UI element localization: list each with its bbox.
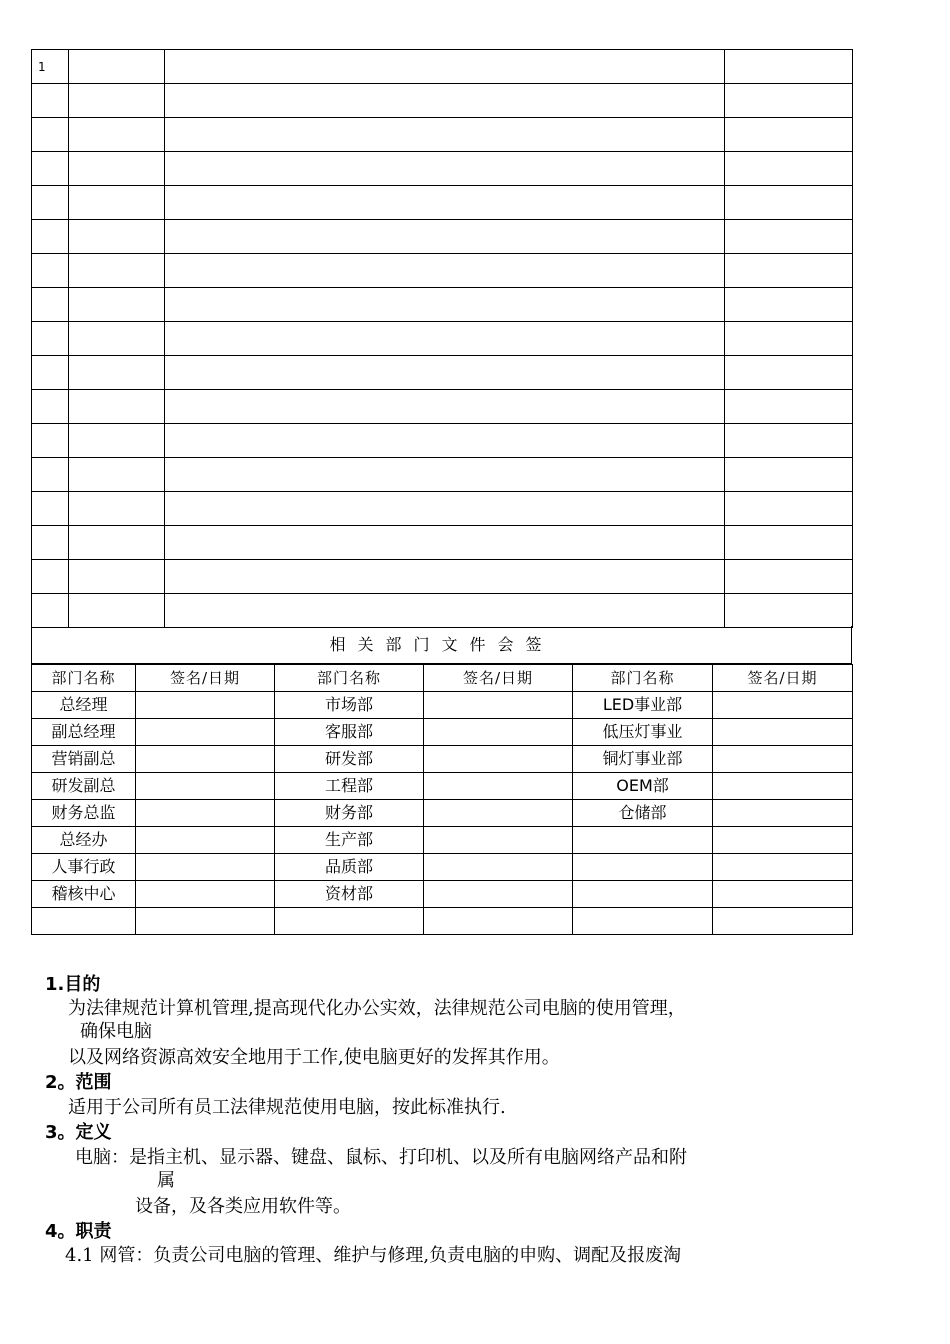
section-1-line-1: 为法律规范计算机管理,提高现代化办公实效，法律规范公司电脑的使用管理， <box>68 998 686 1019</box>
revision-cell <box>165 50 725 84</box>
revision-cell <box>69 322 165 356</box>
dept-name-cell: 生产部 <box>275 827 424 854</box>
dept-name-cell: 营销副总 <box>32 746 136 773</box>
dept-name-cell: 稽核中心 <box>32 881 136 908</box>
revision-cell <box>725 118 853 152</box>
revision-cell <box>69 254 165 288</box>
section-3-line-1: 电脑：是指主机、显示器、键盘、鼠标、打印机、以及所有电脑网络产品和附 <box>75 1147 687 1168</box>
signoff-table <box>31 664 853 935</box>
dept-name-cell <box>573 854 713 881</box>
signature-date-cell <box>424 773 573 800</box>
dept-name-cell <box>573 908 713 935</box>
revision-cell <box>165 84 725 118</box>
signature-date-cell <box>424 719 573 746</box>
revision-row <box>32 186 853 220</box>
dept-name-cell: 总经理 <box>32 692 136 719</box>
section-1-line-1-wrap: 确保电脑 <box>80 1021 152 1042</box>
revision-cell <box>725 288 853 322</box>
revision-cell <box>69 288 165 322</box>
revision-row <box>32 254 853 288</box>
signoff-header-row <box>32 665 853 692</box>
revision-cell <box>725 50 853 84</box>
signature-date-header: 签名/日期 <box>713 665 853 692</box>
dept-name-cell: 客服部 <box>275 719 424 746</box>
revision-cell <box>725 424 853 458</box>
revision-cell <box>725 220 853 254</box>
dept-name-cell: 财务总监 <box>32 800 136 827</box>
dept-name-cell: 总经办 <box>32 827 136 854</box>
revision-cell <box>165 526 725 560</box>
revision-cell <box>165 390 725 424</box>
signature-date-header: 签名/日期 <box>424 665 573 692</box>
signoff-row <box>32 773 853 800</box>
revision-cell <box>725 356 853 390</box>
section-4-heading: 4。职责 <box>45 1221 112 1242</box>
signature-date-cell <box>136 692 275 719</box>
signature-date-cell <box>136 881 275 908</box>
revision-cell <box>69 84 165 118</box>
revision-cell <box>69 152 165 186</box>
revision-cell <box>165 424 725 458</box>
dept-name-cell <box>573 827 713 854</box>
revision-cell <box>69 220 165 254</box>
dept-name-cell: 研发部 <box>275 746 424 773</box>
revision-cell <box>725 526 853 560</box>
dept-name-cell <box>573 881 713 908</box>
signature-date-cell <box>713 773 853 800</box>
signoff-title: 相关部门文件会签 <box>31 626 852 664</box>
revision-cell <box>32 492 69 526</box>
signoff-row <box>32 827 853 854</box>
revision-cell <box>32 220 69 254</box>
revision-cell <box>725 152 853 186</box>
revision-cell <box>165 560 725 594</box>
signature-date-header: 签名/日期 <box>136 665 275 692</box>
signoff-row <box>32 881 853 908</box>
revision-cell <box>32 186 69 220</box>
revision-cell <box>165 186 725 220</box>
revision-cell <box>165 254 725 288</box>
signature-date-cell <box>713 827 853 854</box>
revision-cell <box>69 560 165 594</box>
section-1-line-2: 以及网络资源高效安全地用于工作,使电脑更好的发挥其作用。 <box>68 1047 560 1068</box>
revision-cell <box>725 594 853 628</box>
revision-cell <box>69 424 165 458</box>
signature-date-cell <box>713 854 853 881</box>
revision-row <box>32 50 853 84</box>
signature-date-cell <box>424 908 573 935</box>
revision-table-body <box>32 50 853 628</box>
revision-cell <box>165 220 725 254</box>
revision-cell <box>165 288 725 322</box>
revision-cell <box>32 458 69 492</box>
revision-cell <box>32 424 69 458</box>
revision-cell <box>32 254 69 288</box>
dept-name-cell: 财务部 <box>275 800 424 827</box>
dept-name-header: 部门名称 <box>573 665 713 692</box>
revision-row <box>32 356 853 390</box>
signature-date-cell <box>136 719 275 746</box>
dept-name-header: 部门名称 <box>275 665 424 692</box>
revision-cell <box>32 118 69 152</box>
section-2-heading: 2。范围 <box>45 1072 112 1093</box>
revision-cell <box>32 390 69 424</box>
signoff-row <box>32 692 853 719</box>
signoff-row <box>32 719 853 746</box>
revision-row <box>32 492 853 526</box>
signature-date-cell <box>136 746 275 773</box>
signoff-row <box>32 908 853 935</box>
dept-name-cell: 工程部 <box>275 773 424 800</box>
signature-date-cell <box>136 827 275 854</box>
revision-cell <box>725 560 853 594</box>
revision-cell <box>725 458 853 492</box>
signature-date-cell <box>136 854 275 881</box>
dept-name-cell: 铜灯事业部 <box>573 746 713 773</box>
dept-name-cell: OEM部 <box>573 773 713 800</box>
revision-cell <box>32 356 69 390</box>
signature-date-cell <box>424 692 573 719</box>
revision-row <box>32 458 853 492</box>
section-3-line-1-wrap: 属 <box>157 1170 175 1191</box>
revision-cell <box>165 356 725 390</box>
revision-row <box>32 152 853 186</box>
section-3-line-2: 设备，及各类应用软件等。 <box>135 1196 351 1217</box>
revision-row <box>32 594 853 628</box>
signature-date-cell <box>713 719 853 746</box>
revision-cell <box>69 186 165 220</box>
signoff-row <box>32 746 853 773</box>
revision-cell <box>725 492 853 526</box>
dept-name-cell: 资材部 <box>275 881 424 908</box>
dept-name-cell: 品质部 <box>275 854 424 881</box>
dept-name-cell: LED事业部 <box>573 692 713 719</box>
revision-cell <box>69 594 165 628</box>
signoff-row <box>32 800 853 827</box>
revision-cell <box>32 526 69 560</box>
revision-cell <box>69 390 165 424</box>
revision-cell <box>725 186 853 220</box>
dept-name-cell: 研发副总 <box>32 773 136 800</box>
dept-name-cell: 人事行政 <box>32 854 136 881</box>
revision-row <box>32 220 853 254</box>
revision-row <box>32 424 853 458</box>
revision-row <box>32 288 853 322</box>
revision-cell <box>69 50 165 84</box>
section-2-line-1: 适用于公司所有员工法律规范使用电脑，按此标准执行. <box>68 1097 506 1118</box>
revision-row <box>32 84 853 118</box>
dept-name-cell: 副总经理 <box>32 719 136 746</box>
revision-cell <box>725 254 853 288</box>
dept-name-header: 部门名称 <box>32 665 136 692</box>
revision-cell <box>725 322 853 356</box>
section-4-line-1: 4.1 网管：负责公司电脑的管理、维护与修理,负责电脑的申购、调配及报废淘 <box>65 1245 682 1266</box>
revision-cell <box>32 84 69 118</box>
revision-cell <box>165 458 725 492</box>
signature-date-cell <box>713 692 853 719</box>
section-1-heading: 1.目的 <box>45 974 101 995</box>
signature-date-cell <box>424 800 573 827</box>
signature-date-cell <box>424 827 573 854</box>
signature-date-cell <box>136 908 275 935</box>
signature-date-cell <box>713 800 853 827</box>
revision-cell <box>69 492 165 526</box>
signature-date-cell <box>713 746 853 773</box>
revision-cell <box>69 526 165 560</box>
revision-cell <box>32 594 69 628</box>
revision-row <box>32 390 853 424</box>
revision-cell <box>165 492 725 526</box>
revision-row <box>32 526 853 560</box>
signature-date-cell <box>424 881 573 908</box>
revision-cell <box>32 322 69 356</box>
section-3-heading: 3。定义 <box>45 1122 112 1143</box>
revision-cell <box>165 594 725 628</box>
signoff-table-body <box>32 665 853 935</box>
revision-cell <box>32 152 69 186</box>
revision-cell <box>165 152 725 186</box>
revision-row <box>32 118 853 152</box>
signature-date-cell <box>424 854 573 881</box>
dept-name-cell: 低压灯事业 <box>573 719 713 746</box>
signature-date-cell <box>424 746 573 773</box>
revision-row <box>32 322 853 356</box>
revision-cell <box>165 118 725 152</box>
revision-cell <box>725 390 853 424</box>
revision-cell <box>32 288 69 322</box>
revision-cell <box>725 84 853 118</box>
revision-cell <box>69 118 165 152</box>
signature-date-cell <box>136 773 275 800</box>
revision-cell <box>69 356 165 390</box>
signature-date-cell <box>713 881 853 908</box>
revision-row <box>32 560 853 594</box>
dept-name-cell: 仓储部 <box>573 800 713 827</box>
revision-cell <box>32 560 69 594</box>
revision-cell <box>69 458 165 492</box>
dept-name-cell: 市场部 <box>275 692 424 719</box>
revision-number: 1 <box>32 50 69 84</box>
signoff-row <box>32 854 853 881</box>
revision-cell <box>165 322 725 356</box>
dept-name-cell <box>32 908 136 935</box>
signature-date-cell <box>136 800 275 827</box>
signature-date-cell <box>713 908 853 935</box>
revision-table <box>31 49 853 628</box>
dept-name-cell <box>275 908 424 935</box>
